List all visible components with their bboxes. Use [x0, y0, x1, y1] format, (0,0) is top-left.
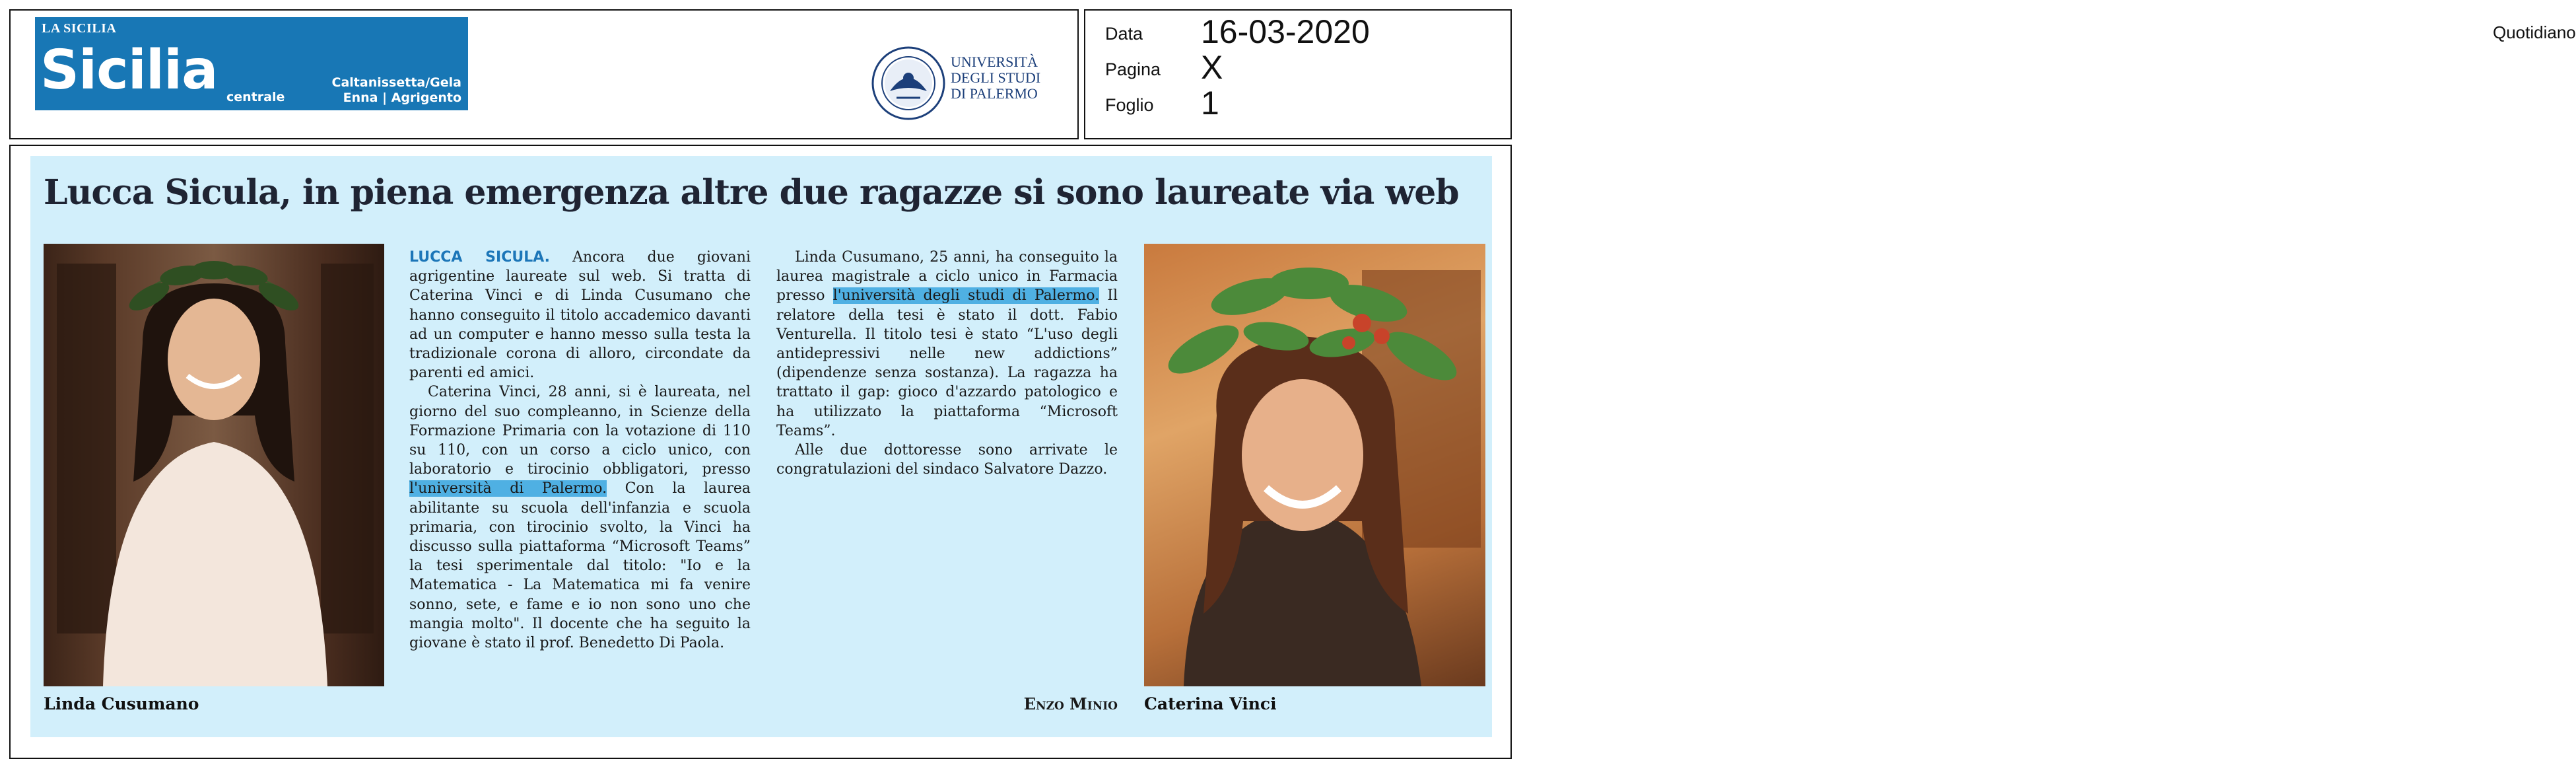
photo-linda-cusumano — [44, 244, 384, 686]
paragraph-2 — [409, 382, 751, 653]
masthead-title: Sicilia — [40, 39, 218, 102]
paragraph-3-text-a: Linda Cusumano, 25 anni, ha conseguito la laurea magistrale a ciclo unico in Farmacia presso — [776, 249, 1118, 305]
date-label: Data — [1105, 24, 1143, 44]
paragraph-2-text-b: Con la laurea abilitante su scuola dell'infanzia e scuola primaria, con tirocinio svolto, la Vinci ha discusso sulla piattaforma “Microsoft Teams” la tesi sperimentale dal titolo: "Io e la Matematica - La Matematica mi fa venire sonno, sete, e fame e io non sono uno che mangia molto". Il docente che ha seguito la giovane è stato il prof. Benedetto Di Paola. — [409, 480, 751, 652]
highlight-university-studi-palermo: l'università degli studi di Palermo. — [832, 287, 1100, 305]
paragraph-1-text: Ancora due giovani agrigentine laureate sul web. Si tratta di Caterina Vinci e di Linda Cusumano che hanno conseguito il titolo accademico davanti ad un computer e hanno messo sulla testa la tradizionale corona di alloro, circondate da parenti ed amici. — [409, 249, 751, 382]
paragraph-4 — [776, 441, 1118, 479]
masthead-subtitle: centrale — [226, 90, 285, 104]
article-body-column-2 — [776, 248, 1118, 479]
highlight-university-palermo: l'università di Palermo. — [409, 480, 607, 497]
newspaper-masthead — [35, 17, 468, 110]
university-name-line2: DEGLI STUDI — [951, 69, 1041, 86]
university-name-line3: DI PALERMO — [951, 85, 1038, 102]
caption-left: Linda Cusumano — [44, 694, 199, 713]
paragraph-2-text-a: Caterina Vinci, 28 anni, si è laureata, nel giorno del suo compleanno, in Scienze della Formazione Primaria con la votazione di 110 su 110, con un corso a ciclo unico, con laboratorio e tirocinio obbligatori, presso — [409, 384, 751, 478]
paragraph-3 — [776, 248, 1118, 441]
caption-right: Caterina Vinci — [1144, 694, 1277, 713]
masthead-region-line1: Caltanissetta/Gela — [331, 75, 461, 90]
sheet-label: Foglio — [1105, 95, 1154, 115]
masthead-region-line2: Enna | Agrigento — [343, 90, 461, 105]
portrait-illustration-left — [44, 244, 384, 686]
page-value: X — [1201, 49, 1223, 86]
sheet-value: 1 — [1201, 85, 1219, 122]
university-name-line1: UNIVERSITÀ — [951, 54, 1038, 70]
article-byline: Enzo Minio — [1023, 694, 1118, 713]
article-frame — [9, 145, 1512, 759]
date-value: 16-03-2020 — [1201, 13, 1370, 50]
header-meta-panel — [1084, 9, 1512, 139]
paragraph-1 — [409, 248, 751, 382]
page-label: Pagina — [1105, 59, 1161, 79]
photo-caterina-vinci — [1144, 244, 1485, 686]
publication-type-label: Quotidiano — [2493, 22, 2576, 42]
paragraph-3-text-b: Il relatore della tesi è stato il dott. Fabio Venturella. Il titolo tesi è stato “L'uso degli antidepressivi nelle new addictions” (dipendenze senza sostanza). La ragazza ha trattato il gap: gioco d'azzardo patologico e ha utilizzato la piattaforma “Microsoft Teams”. — [776, 287, 1118, 439]
article-headline: Lucca Sicula, in piena emergenza altre due ragazze si sono laureate via web — [44, 172, 1459, 213]
paragraph-4-text: Alle due dottoresse sono arrivate le congratulazioni del sindaco Salvatore Dazzo. — [776, 442, 1118, 478]
article-body-column-1 — [409, 248, 751, 653]
dateline: LUCCA SICULA. — [409, 249, 551, 266]
portrait-illustration-right — [1144, 244, 1485, 686]
university-name — [951, 54, 1040, 102]
masthead-small-title: LA SICILIA — [42, 21, 117, 36]
university-seal-icon — [870, 45, 947, 122]
